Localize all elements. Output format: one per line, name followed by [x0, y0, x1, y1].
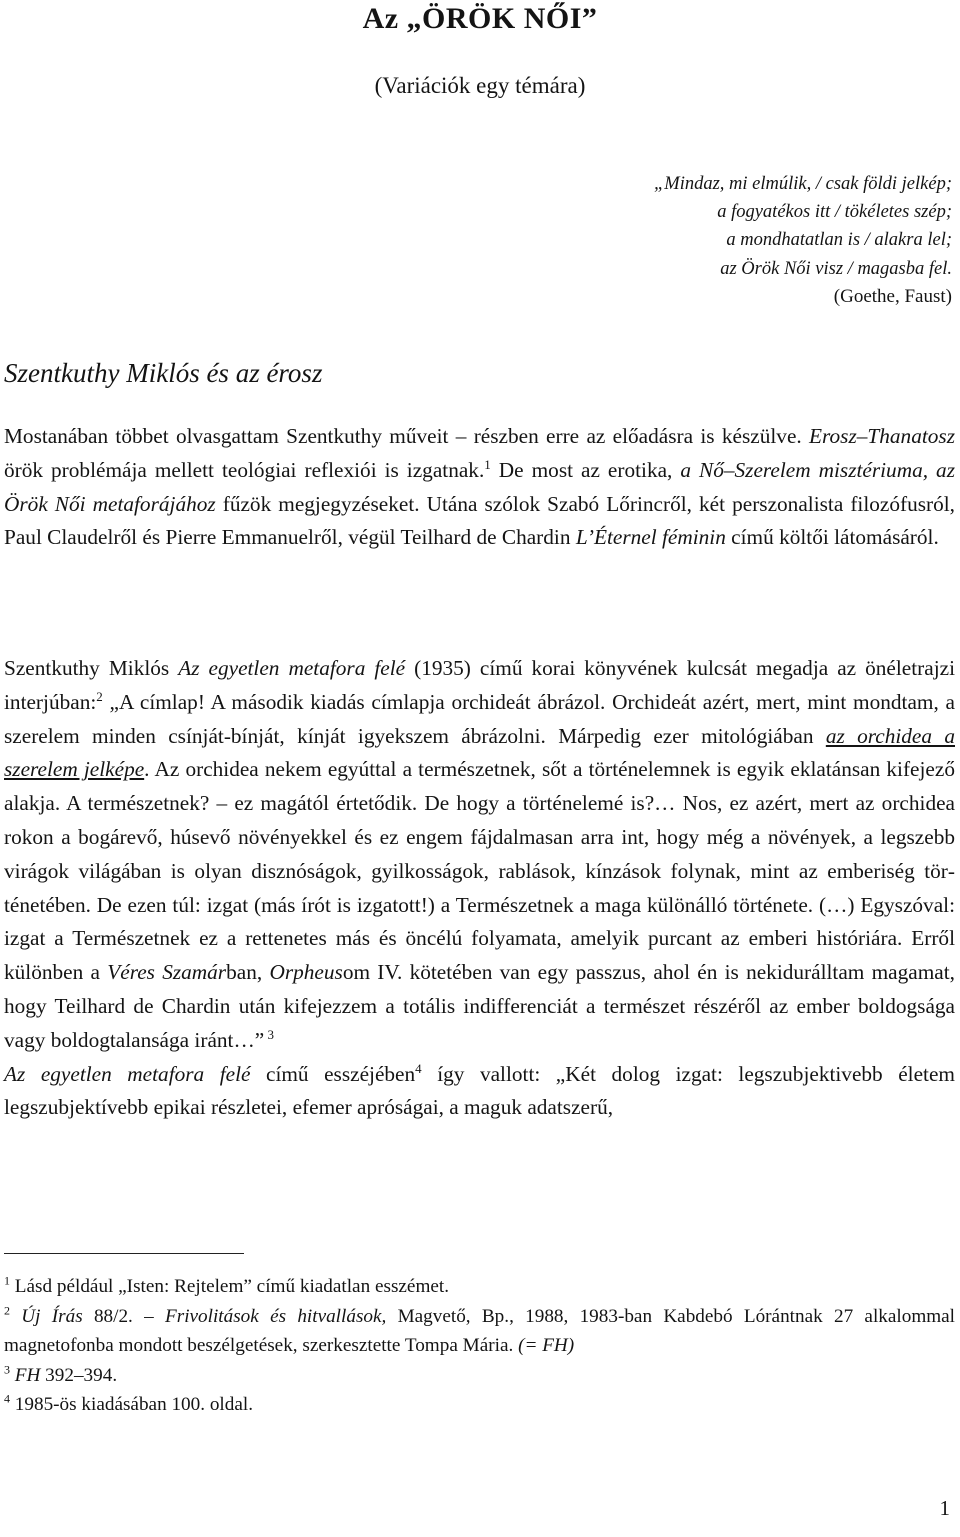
footnote-ref[interactable]: 3	[264, 1026, 274, 1042]
footnote-text: 88/2. –	[82, 1305, 165, 1327]
footnote-2	[4, 1302, 955, 1361]
text-run: című esszéjében	[250, 1061, 416, 1086]
text-run: . Az orchidea nekem egyúttal a természetnek, sőt a történelemnek is egyik eklatánsan kifejező alakja. A természetnek? – ez magától értetődik. De hogy a történelemé is?… Nos, ez azért, mert az orchidea rokon a bogárevő, húsevő növényekkel és ez engem fájdalmasan arra int, hogy még a növények, a legszebb virágok világában is olyan disznóságok, gyilkosságok, rablások, kínzások folynak, mint az emberiség történetében. De ezen túl: izgat (más írót is izgatott!) a Természetnek a maga különálló története. (…) Egyszóval: izgat a Természetnek ez a rettenetes más és öncélú folyamata, amelyik purcant az emberi históriára. Erről különben a	[4, 757, 955, 985]
text-run: De most az erotika,	[490, 457, 681, 482]
footnote-1	[4, 1272, 955, 1302]
text-run: Szentkuthy Miklós	[4, 656, 179, 680]
footnote-ref[interactable]: 2	[96, 688, 103, 704]
epigraph-source: (Goethe, Faust)	[833, 285, 952, 307]
italic-run: L’Éternel féminin	[575, 525, 726, 550]
epigraph	[432, 170, 952, 311]
epigraph-line: „Mindaz, mi elmúlik, / csak földi jelkép;	[654, 174, 952, 194]
paragraph-2	[4, 652, 955, 1125]
epigraph-line: a mondhatatlan is / alakra lel;	[726, 230, 952, 251]
section-title: Szentkuthy Miklós és az érosz	[4, 358, 323, 388]
footnote-italic: Új Írás	[21, 1305, 83, 1327]
footnote-text: Lásd például „Isten: Rejtelem” című kiadatlan esszémet.	[10, 1276, 450, 1297]
text-run: című költői látomásáról.	[725, 525, 939, 550]
epigraph-line: a fogyatékos itt / tökéletes szép;	[717, 202, 952, 223]
footnotes	[4, 1272, 955, 1420]
footnote-italic: FH	[14, 1364, 41, 1386]
text-run: om IV. kötetében van egy passzus, ahol én is nekidurálltam magamat, hogy Teilhard de Chardin után kifejezzem a totális indifferenciát a természet részéről az ember boldogsága vagy boldogtalansága iránt…”	[4, 960, 955, 1052]
footnote-separator	[4, 1253, 244, 1254]
text-run: ban,	[226, 960, 270, 985]
italic-run: Erosz–Thanatosz	[809, 424, 955, 448]
italic-run: Véres Szamár	[107, 960, 227, 985]
epigraph-line: az Örök Női visz / magasba fel.	[720, 258, 952, 279]
page-subtitle: (Variációk egy témára)	[374, 73, 586, 98]
footnote-ref[interactable]: 4	[415, 1060, 422, 1076]
footnote-4	[4, 1390, 955, 1420]
italic-run: Az egyetlen metafora felé	[178, 656, 406, 680]
footnote-number: 3	[4, 1362, 10, 1377]
footnote-text	[10, 1306, 21, 1327]
footnote-3	[4, 1361, 955, 1391]
footnote-text: 1985-ös kiadásában 100. oldal.	[10, 1394, 253, 1415]
text-run: (1935) című korai könyvének kulcsát megadja az önéletrajzi interjúban:	[4, 656, 955, 714]
footnote-number: 2	[4, 1303, 10, 1318]
paragraph-1	[4, 420, 955, 555]
italic-run: Az egyetlen metafora felé	[4, 1061, 251, 1086]
text-run: így vallott: „Két dolog izgat: legszubjektivebb életem legszubjektívebb epikai részletei, efemer apróságai, a maguk adatszerű,	[4, 1061, 955, 1120]
footnote-italic: (= FH)	[518, 1335, 575, 1356]
text-run: Mostanában többet olvasgattam Szentkuthy műveit – részben erre az előadásra is készülve.	[4, 424, 810, 448]
text-run: örök problémája mellett teológiai reflexiói is izgatnak.	[4, 457, 485, 482]
footnote-text: Magvető, Bp., 1988, 1983-ban Kabdebó Lórántnak 27 alkalommal magnetofonba mondott beszélgetések, szerkesztette Tompa Mária.	[4, 1305, 956, 1356]
text-run: fűzök megjegyzéseket. Utána szólok Szabó Lőrincről, két perszonalista filozófusról, Paul Claudelről és Pierre Emmanuelről, végül Teilhard de Chardin	[4, 491, 955, 550]
page-number: 1	[939, 1496, 950, 1520]
footnote-text: 392–394.	[40, 1364, 118, 1386]
page-title: Az „ÖRÖK NŐI”	[362, 2, 598, 35]
underlined-italic-run: az orchidea a szerelem jelképe	[4, 723, 955, 782]
footnote-number: 4	[4, 1391, 10, 1406]
footnote-italic: Frivolitások és hitvallások,	[165, 1305, 387, 1327]
text-run: „A címlap! A második kiadás címlapja orchideát ábrázol. Orchideát azért, mert, mint mondtam, a szerelem minden csínját-bínját, kínját igyekszem ábrázolni. Márpedig ezer mitológiában	[4, 689, 955, 748]
italic-run: Orpheus	[269, 960, 343, 985]
italic-run: a Nő–Szerelem misztériuma, az Örök Női metaforájához	[4, 457, 955, 516]
footnote-ref[interactable]: 1	[484, 456, 491, 472]
footnote-number: 1	[4, 1273, 10, 1288]
